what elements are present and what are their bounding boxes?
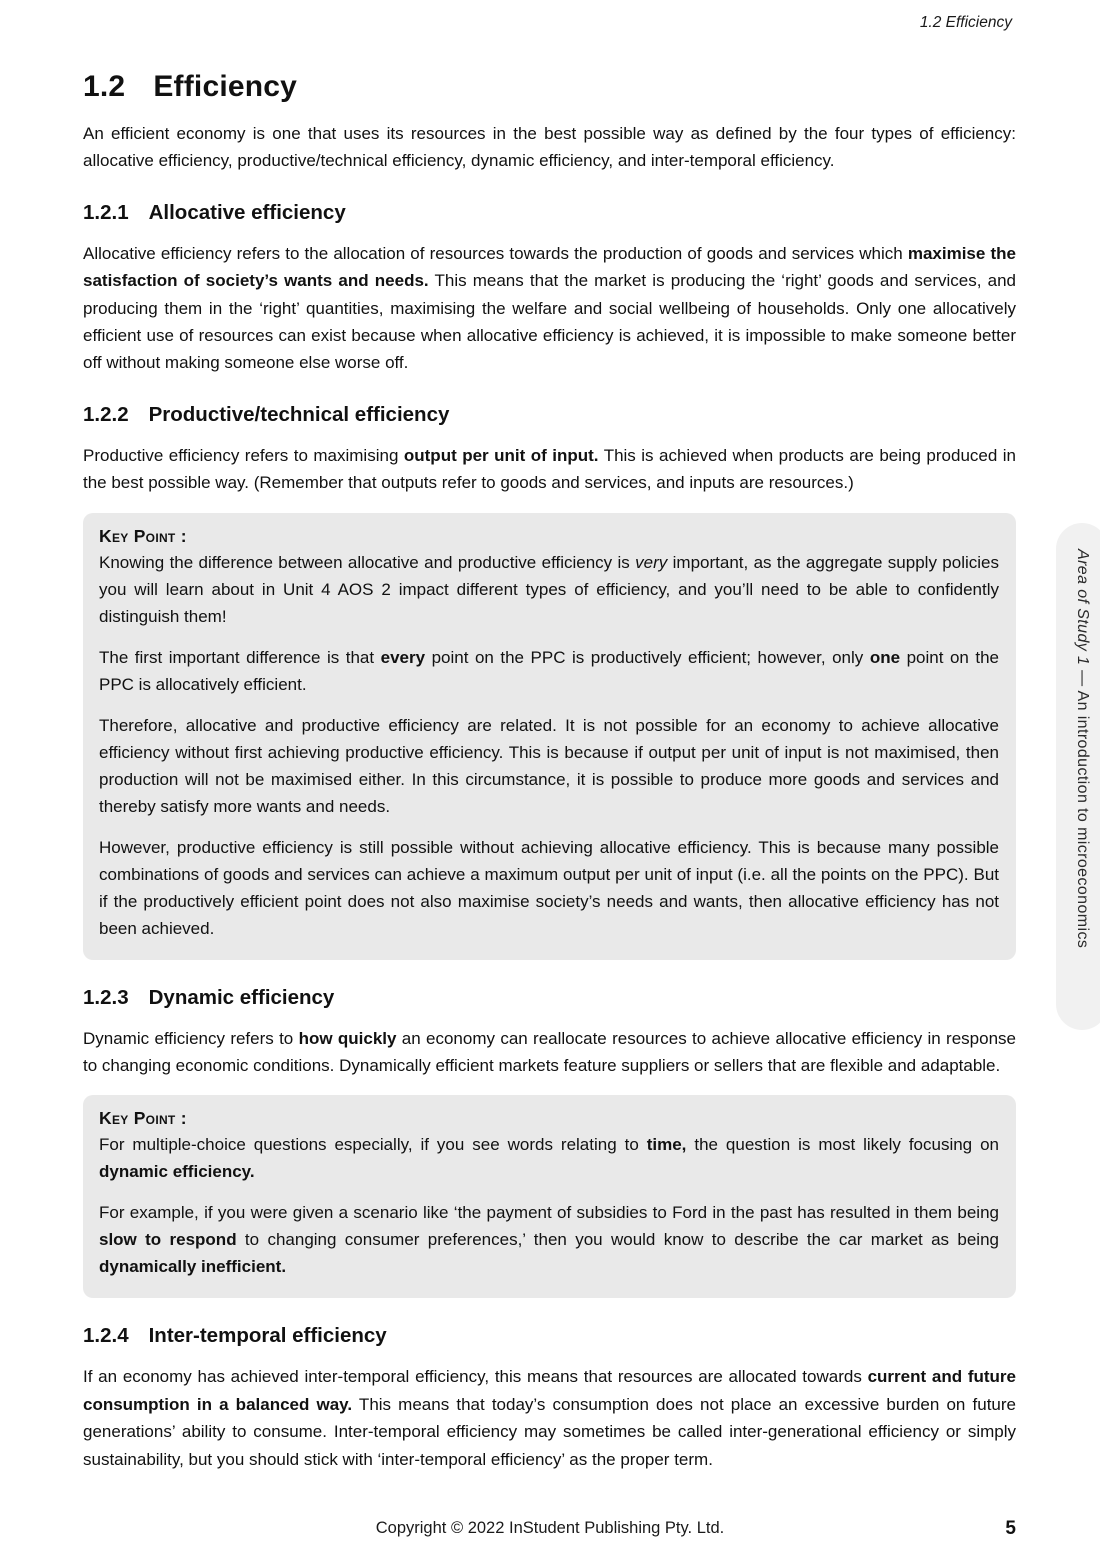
keypoint-paragraph: For multiple-choice questions especially, if you see words relating to time, the question is most likely focusing on dynamic efficiency. bbox=[99, 1135, 999, 1182]
side-tab-area-of-study: Area of Study 1 bbox=[1074, 549, 1091, 671]
section-heading-dynamic bbox=[83, 986, 1016, 1010]
section-title: Inter-temporal efficiency bbox=[148, 1324, 387, 1348]
keypoint-box-dynamic bbox=[83, 1095, 1016, 1298]
paragraph-allocative: Allocative efficiency refers to the allocation of resources towards the production of goods and services which maximise the satisfaction of society’s wants and needs. This means that the market is producing the ‘right’ goods and services, and producing them in the ‘right’ quantities, maximising the welfare and social wellbeing of households. Only one allocatively efficient use of resources can exist because when allocative efficiency is achieved, it is impossible to make someone better off without making someone else worse off. bbox=[83, 243, 1016, 373]
footer-copyright: Copyright © 2022 InStudent Publishing Pty. Ltd. bbox=[375, 1519, 725, 1537]
section-heading-intertemporal bbox=[83, 1324, 1016, 1348]
section-number: 1.2.2 bbox=[83, 402, 129, 426]
section-number: 1.2.3 bbox=[83, 985, 129, 1009]
running-header: 1.2 Efficiency bbox=[919, 14, 1012, 31]
keypoint-box-productive bbox=[83, 513, 1016, 960]
chapter-side-tab bbox=[1056, 523, 1100, 1030]
section-title: Allocative efficiency bbox=[148, 200, 346, 224]
section-title: Productive/technical efficiency bbox=[148, 402, 450, 426]
section-heading-allocative bbox=[83, 201, 1016, 225]
page-content bbox=[83, 70, 1016, 1483]
side-tab-chapter-title: — An introduction to microeconomics bbox=[1074, 670, 1091, 949]
paragraph-productive: Productive efficiency refers to maximising output per unit of input. This is achieved when products are being produced in the best possible way. (Remember that outputs refer to goods and services, and inputs are resources.) bbox=[83, 445, 1017, 493]
keypoint-label: Key Point : bbox=[99, 525, 187, 546]
page-title-text: Efficiency bbox=[153, 70, 298, 103]
keypoint-paragraph: The first important difference is that every point on the PPC is productively efficient; however, only one point on the PPC is allocatively efficient. bbox=[99, 647, 999, 694]
section-title: Dynamic efficiency bbox=[148, 985, 335, 1009]
keypoint-label: Key Point : bbox=[99, 1108, 187, 1129]
paragraph-intertemporal: If an economy has achieved inter-temporal efficiency, this means that resources are allocated towards current and future consumption in a balanced way. This means that today’s consumption does not place an excessive burden on future generations’ ability to consume. Inter-temporal efficiency may sometimes be called inter-generational efficiency or simply sustainability, but you should stick with ‘inter-temporal efficiency’ as the proper term. bbox=[83, 1367, 1016, 1469]
keypoint-paragraph: Knowing the difference between allocative and productive efficiency is very important, as the aggregate supply policies you will learn about in Unit 4 AOS 2 impact different types of efficiency, and you’ll need to be able to confidently distinguish them! bbox=[99, 552, 999, 626]
section-heading-productive bbox=[83, 403, 1016, 427]
page-title-number: 1.2 bbox=[83, 70, 126, 103]
section-number: 1.2.1 bbox=[83, 200, 129, 224]
section-number: 1.2.4 bbox=[83, 1324, 129, 1348]
paragraph-dynamic: Dynamic efficiency refers to how quickly an economy can reallocate resources to achieve allocative efficiency in response to changing economic conditions. Dynamically efficient markets feature suppliers or sellers that are flexible and adaptable. bbox=[83, 1028, 1016, 1076]
keypoint-paragraph: Therefore, allocative and productive efficiency are related. It is not possible for an economy to achieve allocative efficiency without first achieving productive efficiency. This is because if output per unit of input is not maximised, then production will not be maximised either. In this circumstance, it is possible to produce more goods and services and thereby satisfy more wants and needs. bbox=[99, 715, 999, 816]
keypoint-paragraph: For example, if you were given a scenario like ‘the payment of subsidies to Ford in the past has resulted in them being slow to respond to changing consumer preferences,’ then you would know to describe the car market as being dynamically inefficient. bbox=[99, 1203, 999, 1277]
keypoint-paragraph: However, productive efficiency is still possible without achieving allocative efficiency. This is because many possible combinations of goods and services can achieve a maximum output per unit of input (i.e. all the points on the PPC). But if the productively efficient point does not also maximise society’s needs and wants, then allocative efficiency has not been achieved. bbox=[99, 837, 999, 938]
intro-paragraph: An efficient economy is one that uses its resources in the best possible way as defined by the four types of efficiency: allocative efficiency, productive/technical efficiency, dynamic efficiency, and inter-temporal efficiency. bbox=[83, 124, 1016, 171]
page-title bbox=[83, 70, 1016, 104]
page-number: 5 bbox=[1005, 1518, 1016, 1539]
